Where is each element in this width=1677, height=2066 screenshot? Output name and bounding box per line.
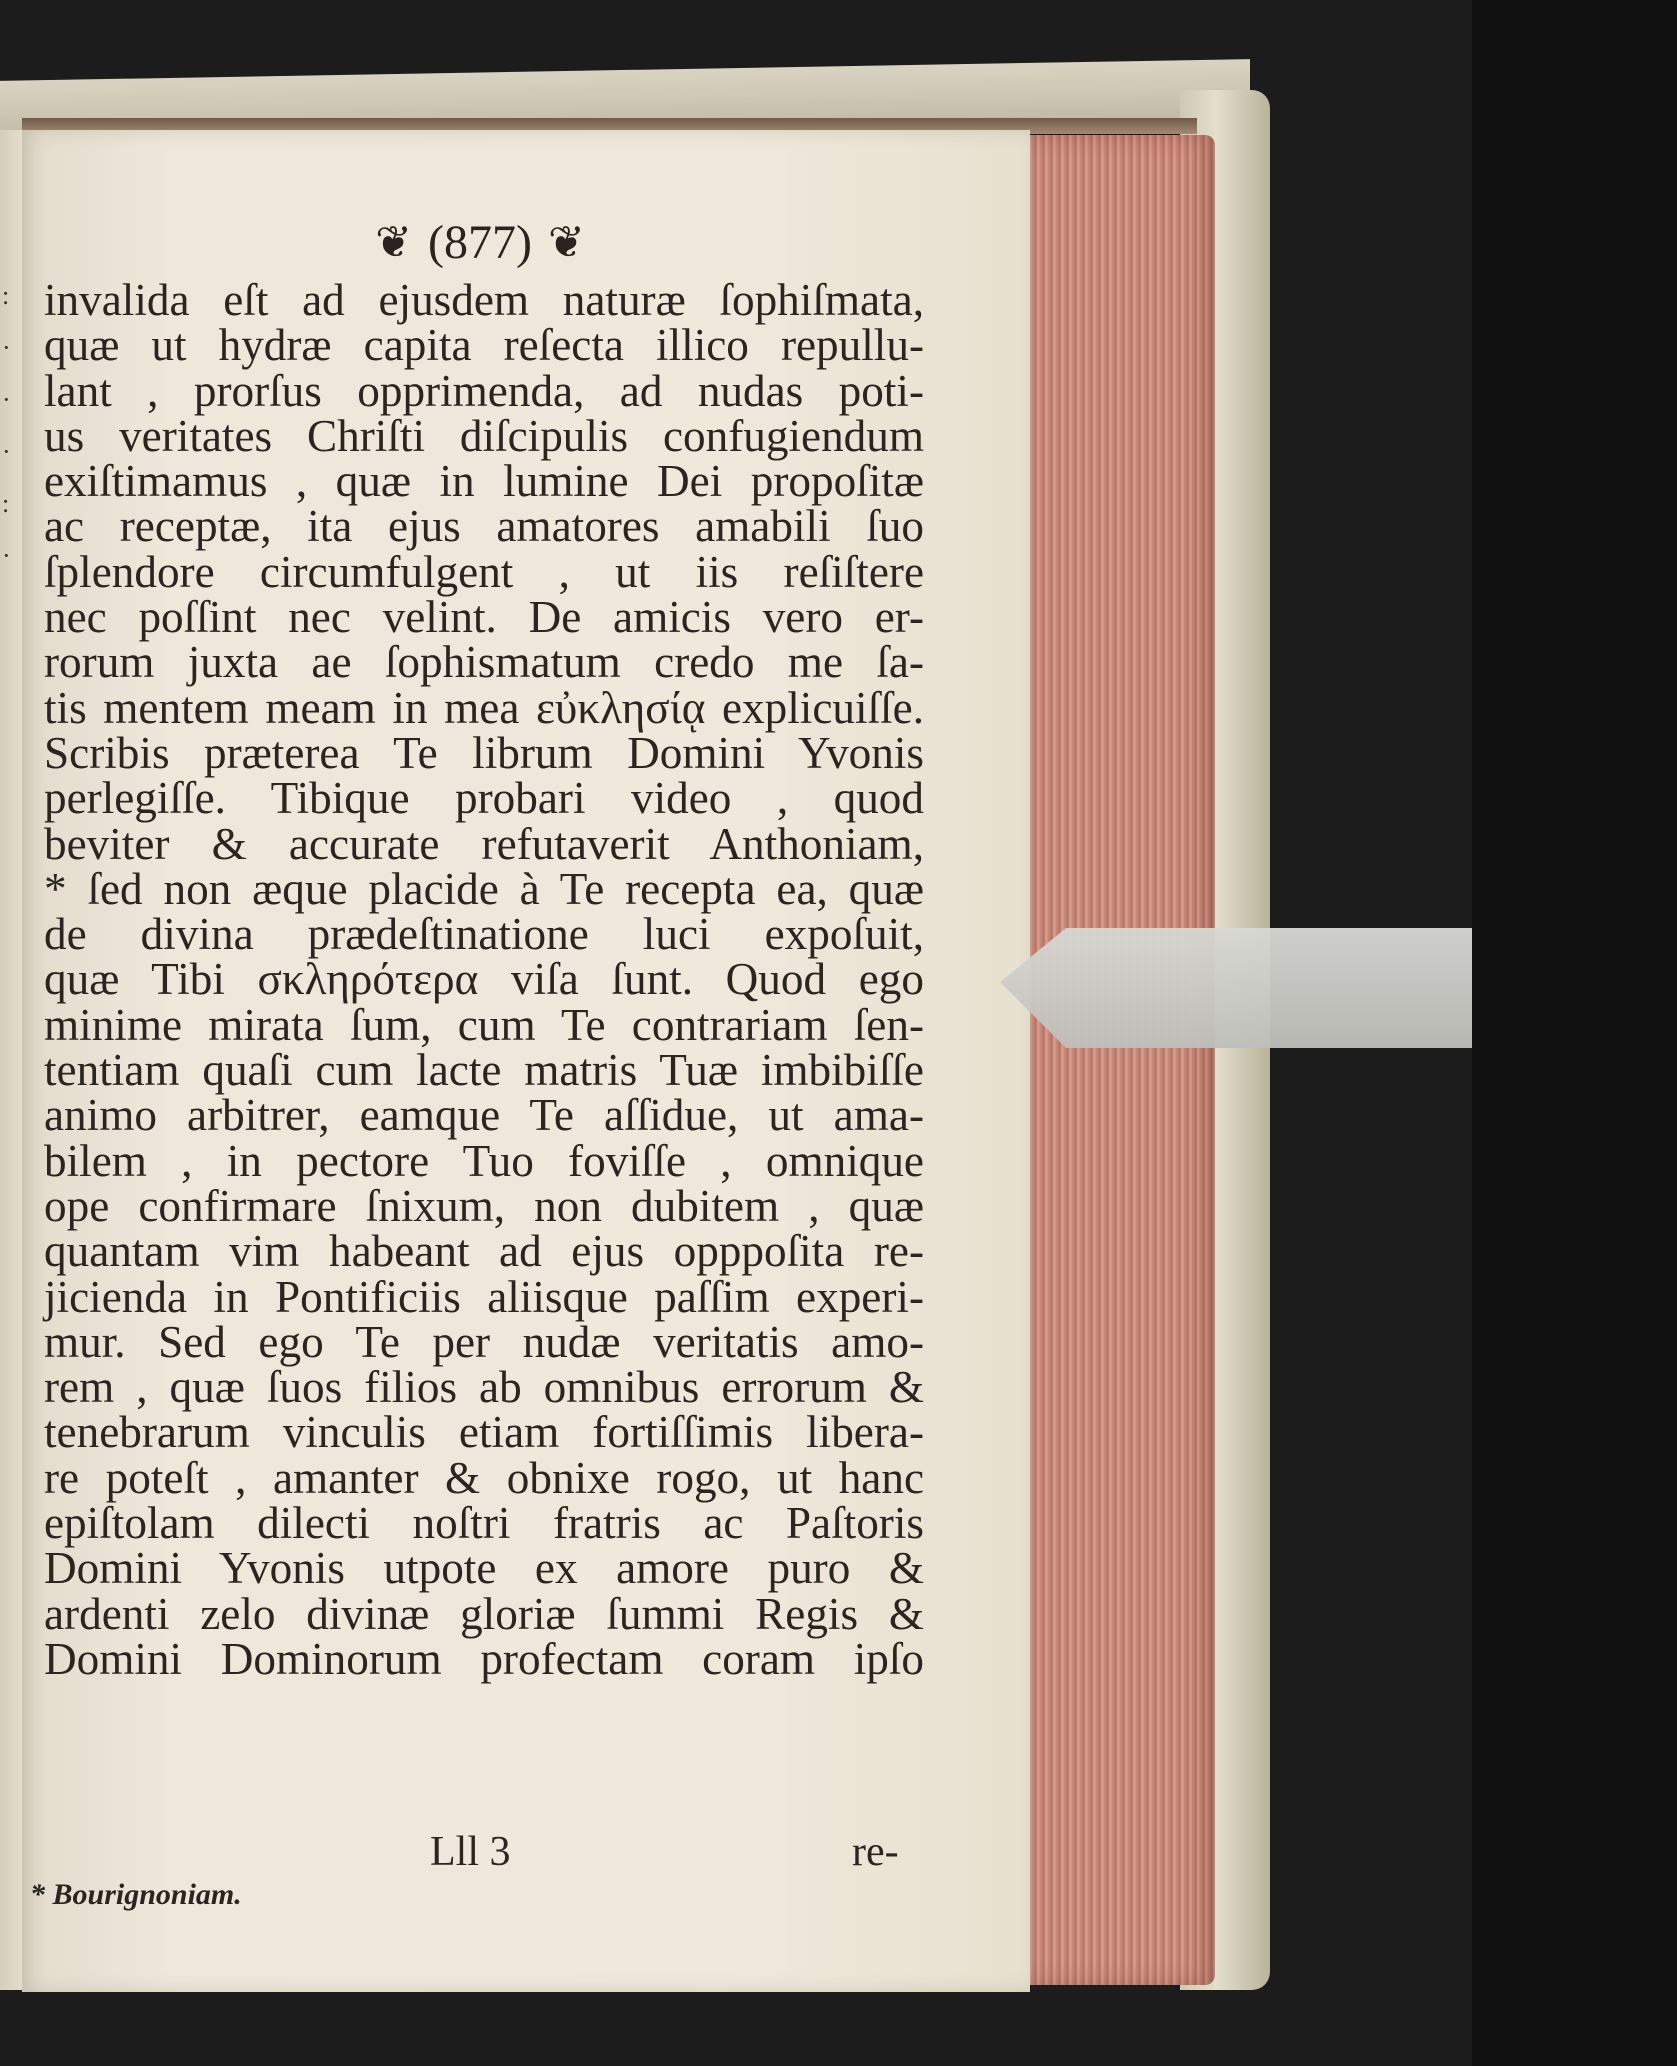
signature-mark: Lll 3 <box>430 1829 511 1875</box>
red-page-edges <box>1025 135 1215 1985</box>
text-line: Domini Dominorum profectam coram ipſo <box>44 1633 924 1684</box>
text-line: quæ ut hydræ capita reſecta illico repullu- <box>44 320 924 371</box>
text-line: rorum juxta ae ſophismatum credo me ſa- <box>44 637 924 688</box>
text-line: perlegiſſe. Tibique probari video , quod <box>44 773 924 824</box>
page-number: (877) <box>428 215 532 269</box>
text-line: ardenti zelo divinæ gloriæ ſummi Regis & <box>44 1588 924 1639</box>
text-line: ac receptæ, ita ejus amatores amabili ſuo <box>44 501 924 552</box>
text-line: us veritates Chriſti diſcipulis confugiendum <box>44 410 924 461</box>
text-line: ope confirmare ſnixum, non dubitem , quæ <box>44 1180 924 1231</box>
right-ornament-icon: ❦ <box>547 217 585 267</box>
text-line: re poteſt , amanter & obnixe rogo, ut hanc <box>44 1452 924 1503</box>
text-line: invalida eſt ad ejusdem naturæ ſophiſmata, <box>44 275 924 325</box>
text-line: nec poſſint nec velint. De amicis vero er- <box>44 592 924 643</box>
text-line: animo arbitrer, eamque Te aſſidue, ut ama- <box>44 1090 924 1141</box>
text-line: tenebrarum vinculis etiam fortiſſimis libera- <box>44 1407 924 1458</box>
text-line: Domini Yvonis utpote ex amore puro & <box>44 1543 924 1594</box>
text-line: tentiam quaſi cum lacte matris Tuæ imbibiſſe <box>44 1045 924 1096</box>
text-line: exiſtimamus , quæ in lumine Dei propoſitæ <box>44 456 924 507</box>
text-line: epiſtolam dilecti noſtri fratris ac Paſtoris <box>44 1498 924 1549</box>
text-line: lant , prorſus opprimenda, ad nudas poti- <box>44 365 924 416</box>
text-line: rem , quæ ſuos filios ab omnibus errorum & <box>44 1362 924 1413</box>
body-text <box>44 275 924 1684</box>
text-line: de divina prædeſtinatione luci expoſuit, <box>44 909 924 960</box>
text-line: minime mirata ſum, cum Te contrariam ſen- <box>44 999 924 1050</box>
plastic-page-marker <box>1000 928 1472 1048</box>
text-line: jicienda in Pontificiis aliisque paſſim experi- <box>44 1271 924 1322</box>
text-line: * ſed non æque placide à Te recepta ea, quæ <box>44 863 924 914</box>
text-line: beviter & accurate refutaverit Anthoniam, <box>44 818 924 869</box>
text-line: mur. Sed ego Te per nudæ veritatis amo- <box>44 1316 924 1367</box>
background-right <box>1472 0 1677 2066</box>
text-line: quantam vim habeant ad ejus opppoſita re- <box>44 1226 924 1277</box>
text-line: tis mentem meam in mea εὐκλησίᾳ explicuiſſe. <box>44 682 924 733</box>
facing-page-margin-marks: : · · · : · <box>2 281 11 570</box>
text-line: Scribis præterea Te librum Domini Yvonis <box>44 727 924 778</box>
footnote: * Bourignoniam. <box>30 1878 242 1911</box>
text-line: quæ Tibi σκληρότερα viſa ſunt. Quod ego <box>44 954 924 1005</box>
text-line: ſplendore circumfulgent , ut iis reſiſtere <box>44 546 924 597</box>
left-ornament-icon: ❦ <box>375 217 413 267</box>
text-line: bilem , in pectore Tuo foviſſe , omnique <box>44 1135 924 1186</box>
catchword: re- <box>852 1829 899 1875</box>
running-header <box>300 212 660 272</box>
